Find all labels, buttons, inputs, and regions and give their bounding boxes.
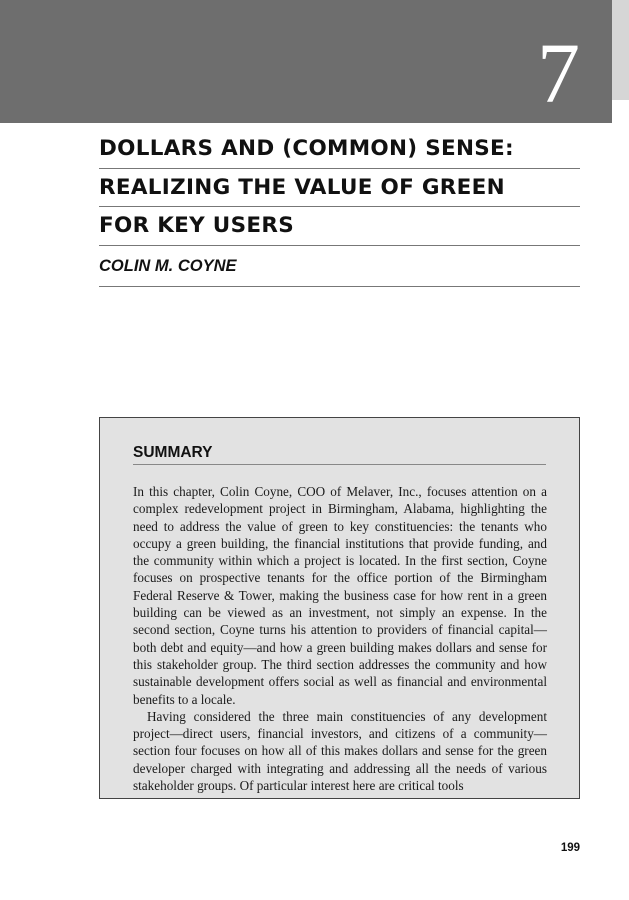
header-edge-tab xyxy=(612,0,629,100)
summary-paragraph: In this chapter, Colin Coyne, COO of Melaver, Inc., focuses attention on a complex redevelopment project in Birmingham, Alabama, highlighting the need to address the value of green to key constituencies: the tenants who occupy a green building, the financial institutions that provide funding, and the community within which a project is located. In the first section, Coyne focuses on prospective tenants for the office portion of the Birmingham Federal Reserve & Tower, making the business case for how rent in a green building can be viewed as an investment, not simply an expense. In the second section, Coyne turns his attention to providers of financial capital—both debt and equity—and how a green building makes dollars and sense for this stakeholder group. The third section addresses the community and how sustainable development offers social as well as financial and environmental benefits to a locale. xyxy=(133,484,547,707)
summary-body xyxy=(133,483,547,794)
chapter-title-line-2: REALIZING THE VALUE OF GREEN xyxy=(99,169,580,208)
chapter-title-block xyxy=(99,130,580,287)
chapter-author: COLIN M. COYNE xyxy=(99,246,580,287)
chapter-header-band xyxy=(0,0,612,123)
chapter-title-line-3: FOR KEY USERS xyxy=(99,207,580,246)
chapter-title-line-1: DOLLARS AND (COMMON) SENSE: xyxy=(99,130,580,169)
summary-box xyxy=(99,417,580,799)
summary-heading: SUMMARY xyxy=(133,444,546,465)
summary-paragraph: Having considered the three main constituencies of any development project—direct users, financial investors, and citizens of a community—section four focuses on how all of this makes dollars and sense for the green developer charged with integrating and addressing all the needs of various stakeholder groups. Of particular interest here are critical tools xyxy=(133,708,547,794)
chapter-number: 7 xyxy=(537,25,580,121)
page-number: 199 xyxy=(560,842,580,854)
